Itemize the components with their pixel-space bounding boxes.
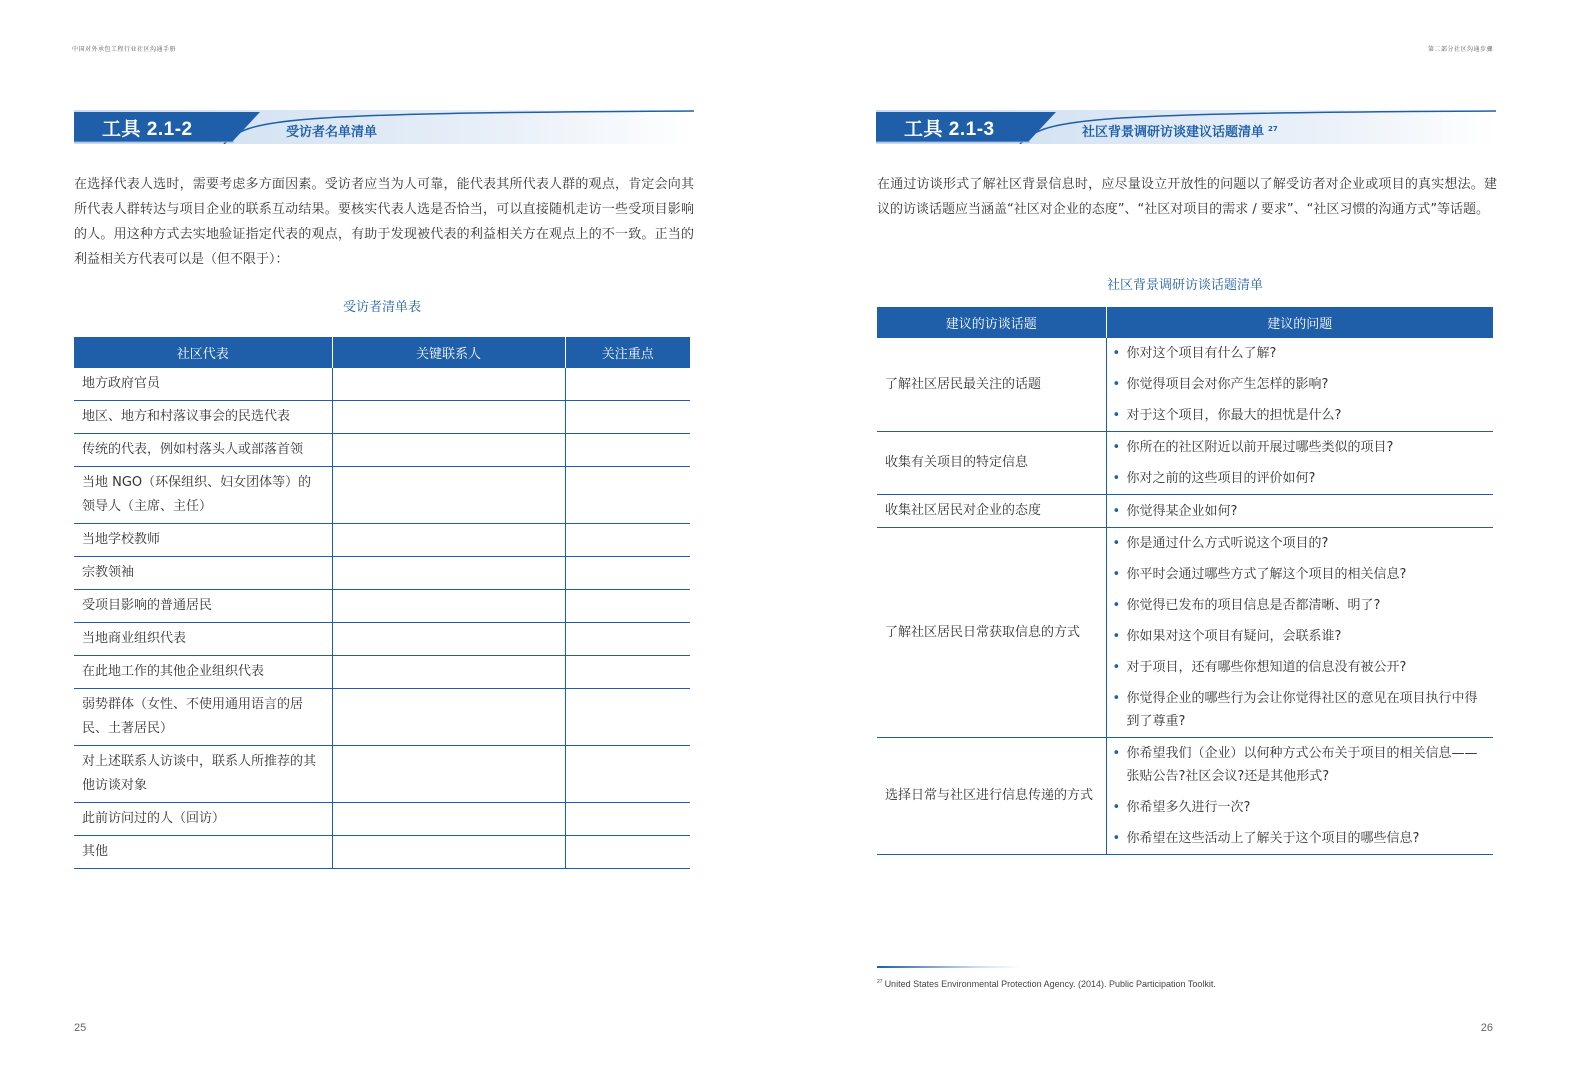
focus-cell[interactable]: [565, 557, 690, 590]
questions-cell: [1106, 528, 1493, 738]
tool-banner: [876, 110, 1496, 144]
table-row: [877, 528, 1493, 738]
question-item: [1113, 338, 1486, 369]
running-header: 中国对外承包工程行业社区沟通手册: [72, 46, 177, 53]
key-contact-cell[interactable]: [332, 836, 565, 869]
question-text: 你觉得企业的哪些行为会让你觉得社区的意见在项目执行中得到了尊重?: [1126, 691, 1478, 729]
tool-banner: [74, 110, 694, 144]
row-label: 当地 NGO（环保组织、妇女团体等）的领导人（主席、主任）: [74, 467, 332, 524]
question-text: 你希望我们（企业）以何种方式公布关于项目的相关信息——张贴公告?社区会议?还是其他形式?: [1126, 746, 1478, 784]
bullet-icon: •: [1112, 408, 1121, 423]
question-text: 你觉得已发布的项目信息是否都清晰、明了?: [1126, 598, 1381, 613]
question-item: [1113, 823, 1486, 854]
table-caption: 受访者清单表: [342, 300, 421, 315]
right-page: [794, 0, 1587, 1077]
question-item: [1113, 738, 1486, 792]
bullet-icon: •: [1112, 691, 1121, 706]
key-contact-cell[interactable]: [332, 401, 565, 434]
tool-title-text: 社区背景调研访谈建议话题清单: [1082, 125, 1265, 140]
table-row: [74, 746, 690, 803]
row-label: 对上述联系人访谈中，联系人所推荐的其他访谈对象: [74, 746, 332, 803]
question-text: 你所在的社区附近以前开展过哪些类似的项目?: [1126, 440, 1394, 455]
focus-cell[interactable]: [565, 623, 690, 656]
column-header: 建议的问题: [1106, 307, 1493, 338]
bullet-icon: •: [1112, 440, 1121, 455]
question-item: [1113, 400, 1486, 431]
focus-cell[interactable]: [565, 401, 690, 434]
topic-cell: 选择日常与社区进行信息传递的方式: [877, 738, 1106, 855]
bullet-icon: •: [1112, 377, 1121, 392]
key-contact-cell[interactable]: [332, 623, 565, 656]
topic-cell: 收集社区居民对企业的态度: [877, 495, 1106, 528]
page-number: 25: [74, 1022, 87, 1034]
table-row: [74, 434, 690, 467]
question-text: 对于这个项目，你最大的担忧是什么?: [1126, 408, 1342, 423]
table-row: [74, 467, 690, 524]
row-label: 地区、地方和村落议事会的民选代表: [74, 401, 332, 434]
focus-cell[interactable]: [565, 803, 690, 836]
bullet-icon: •: [1112, 346, 1121, 361]
key-contact-cell[interactable]: [332, 656, 565, 689]
bullet-icon: •: [1112, 660, 1121, 675]
table-row: [74, 689, 690, 746]
question-item: [1113, 496, 1486, 527]
key-contact-cell[interactable]: [332, 368, 565, 401]
table-caption: 社区背景调研访谈话题清单: [1106, 278, 1263, 293]
questions-cell: [1106, 738, 1493, 855]
row-label: 弱势群体（女性、不使用通用语言的居民、土著居民）: [74, 689, 332, 746]
column-header: 社区代表: [74, 337, 332, 368]
row-label: 其他: [74, 836, 332, 869]
table-header-row: [74, 337, 690, 368]
tool-title: [1082, 121, 1278, 140]
table-row: [74, 590, 690, 623]
table-row: [74, 836, 690, 869]
question-item: [1113, 528, 1486, 559]
row-label: 在此地工作的其他企业组织代表: [74, 656, 332, 689]
question-item: [1113, 590, 1486, 621]
question-text: 你希望多久进行一次?: [1126, 800, 1251, 815]
footnote-reference[interactable]: 27: [1268, 124, 1278, 133]
question-item: [1113, 559, 1486, 590]
row-label: 宗教领袖: [74, 557, 332, 590]
table-row: [74, 656, 690, 689]
intro-paragraph: 在通过访谈形式了解社区背景信息时，应尽量设立开放性的问题以了解受访者对企业或项目的真实想法。建议的访谈话题应当涵盖“社区对企业的态度”、“社区对项目的需求 / 要求”、“社区习惯的沟通方式”等话题。: [877, 177, 1497, 217]
key-contact-cell[interactable]: [332, 467, 565, 524]
table-row: [877, 738, 1493, 855]
topic-cell: 了解社区居民日常获取信息的方式: [877, 528, 1106, 738]
footnote-number: 27: [877, 979, 883, 985]
key-contact-cell[interactable]: [332, 590, 565, 623]
table-row: [877, 338, 1493, 432]
bullet-icon: •: [1112, 536, 1121, 551]
row-label: 当地学校教师: [74, 524, 332, 557]
question-text: 你对之前的这些项目的评价如何?: [1126, 471, 1316, 486]
question-text: 你对这个项目有什么了解?: [1126, 346, 1277, 361]
focus-cell[interactable]: [565, 689, 690, 746]
column-header: 关键联系人: [332, 337, 565, 368]
key-contact-cell[interactable]: [332, 434, 565, 467]
row-label: 当地商业组织代表: [74, 623, 332, 656]
row-label: 受项目影响的普通居民: [74, 590, 332, 623]
table-row: [74, 803, 690, 836]
questions-cell: [1106, 432, 1493, 495]
key-contact-cell[interactable]: [332, 746, 565, 803]
row-label: 传统的代表，例如村落头人或部落首领: [74, 434, 332, 467]
question-text: 你平时会通过哪些方式了解这个项目的相关信息?: [1126, 567, 1407, 582]
bullet-icon: •: [1112, 567, 1121, 582]
interviewee-table: [74, 337, 690, 869]
focus-cell[interactable]: [565, 434, 690, 467]
tool-number: 工具 2.1-2: [102, 119, 193, 140]
footnote: [877, 979, 1216, 989]
question-text: 你是通过什么方式听说这个项目的?: [1126, 536, 1329, 551]
key-contact-cell[interactable]: [332, 557, 565, 590]
interview-topics-table: [877, 307, 1493, 855]
footnote-text: United States Environmental Protection Agency. (2014). Public Participation Toolkit.: [884, 979, 1216, 989]
left-page: [0, 0, 793, 1077]
question-text: 你希望在这些活动上了解关于这个项目的哪些信息?: [1126, 831, 1420, 846]
page-number: 26: [1480, 1022, 1493, 1034]
focus-cell[interactable]: [565, 368, 690, 401]
row-label: 地方政府官员: [74, 368, 332, 401]
table-row: [74, 368, 690, 401]
intro-paragraph: 在选择代表人选时，需要考虑多方面因素。受访者应当为人可靠，能代表其所代表人群的观点，肯定会向其所代表人群转达与项目企业的联系互动结果。要核实代表人选是否恰当，可以直接随机走访一些受项目影响的人。用这种方式去实地验证指定代表的观点，有助于发现被代表的利益相关方在观点上的不一致。正当的利益相关方代表可以是（但不限于）：: [74, 177, 694, 267]
bullet-icon: •: [1112, 598, 1121, 613]
key-contact-cell[interactable]: [332, 689, 565, 746]
table-row: [74, 557, 690, 590]
topic-cell: 收集有关项目的特定信息: [877, 432, 1106, 495]
question-item: [1113, 652, 1486, 683]
table-header-row: [877, 307, 1493, 338]
tool-number: 工具 2.1-3: [904, 119, 995, 140]
row-label: 此前访问过的人（回访）: [74, 803, 332, 836]
focus-cell[interactable]: [565, 656, 690, 689]
key-contact-cell[interactable]: [332, 803, 565, 836]
focus-cell[interactable]: [565, 524, 690, 557]
table-row: [877, 495, 1493, 528]
focus-cell[interactable]: [565, 590, 690, 623]
focus-cell[interactable]: [565, 746, 690, 803]
column-header: 关注重点: [565, 337, 690, 368]
bullet-icon: •: [1112, 831, 1121, 846]
running-header: 第二部分社区沟通步骤: [1427, 46, 1493, 53]
key-contact-cell[interactable]: [332, 524, 565, 557]
bullet-icon: •: [1112, 503, 1121, 519]
question-item: [1113, 621, 1486, 652]
question-item: [1113, 792, 1486, 823]
table-row: [877, 432, 1493, 495]
bullet-icon: •: [1112, 800, 1121, 815]
question-item: [1113, 432, 1486, 463]
tool-title: 受访者名单清单: [286, 125, 378, 140]
focus-cell[interactable]: [565, 467, 690, 524]
question-text: 对于项目，还有哪些你想知道的信息没有被公开?: [1126, 660, 1407, 675]
questions-cell: [1106, 338, 1493, 432]
question-item: [1113, 463, 1486, 494]
focus-cell[interactable]: [565, 836, 690, 869]
table-row: [74, 524, 690, 557]
question-text: 你觉得项目会对你产生怎样的影响?: [1126, 377, 1329, 392]
table-row: [74, 401, 690, 434]
footnote-divider: [877, 966, 1022, 968]
question-item: [1113, 369, 1486, 400]
topic-cell: 了解社区居民最关注的话题: [877, 338, 1106, 432]
bullet-icon: •: [1112, 471, 1121, 486]
questions-cell: [1106, 495, 1493, 528]
question-item: [1113, 683, 1486, 737]
table-row: [74, 623, 690, 656]
bullet-icon: •: [1112, 746, 1121, 761]
question-text: 你如果对这个项目有疑问，会联系谁?: [1126, 629, 1342, 644]
column-header: 建议的访谈话题: [877, 307, 1106, 338]
bullet-icon: •: [1112, 629, 1121, 644]
question-text: 你觉得某企业如何?: [1126, 503, 1238, 519]
